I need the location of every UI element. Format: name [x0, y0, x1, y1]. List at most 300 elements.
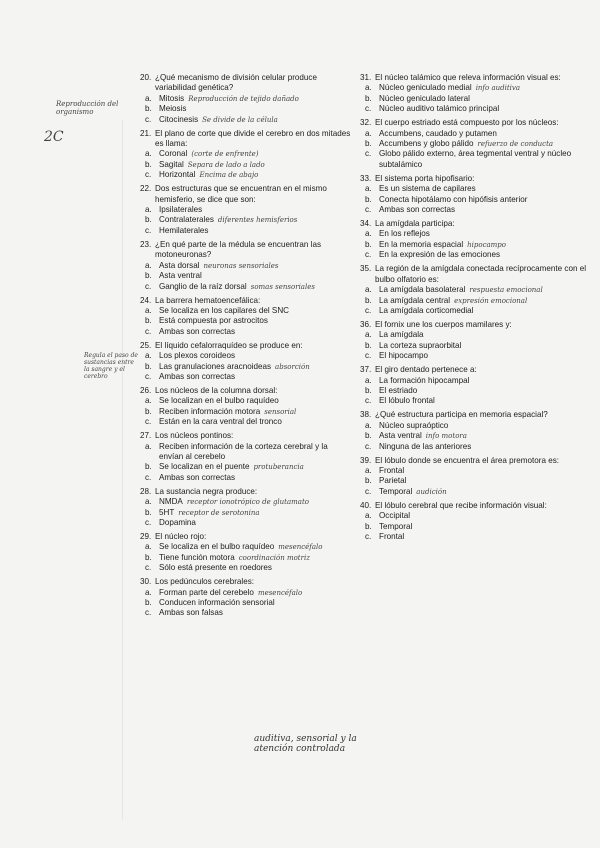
option-letter: c. — [365, 441, 372, 451]
option-text: En la memoria espacial — [379, 239, 464, 249]
answer-option — [140, 226, 352, 236]
option-text-wrap — [159, 553, 352, 563]
handwritten-annotation: diferentes hemisferios — [217, 216, 298, 225]
question-number: 34. — [360, 219, 372, 229]
option-text-wrap — [379, 466, 588, 476]
option-letter: b. — [365, 340, 372, 350]
option-text-wrap — [159, 316, 352, 326]
option-text: Dopamina — [159, 518, 196, 527]
option-letter: b. — [145, 406, 152, 416]
answer-option — [140, 462, 352, 472]
answer-option — [140, 94, 352, 104]
option-text: Horizontal — [159, 170, 196, 180]
option-text: Asta dorsal — [159, 260, 200, 270]
option-text-wrap — [379, 184, 588, 194]
option-text-wrap — [379, 229, 588, 239]
option-text: La corteza supraorbital — [379, 340, 462, 350]
option-letter: c. — [145, 563, 152, 573]
handwritten-annotation: coordinación motriz — [238, 553, 310, 562]
question-stem — [140, 184, 352, 205]
handwritten-annotation: mesencéfalo — [257, 588, 303, 597]
option-text-wrap — [159, 563, 352, 573]
option-text-wrap — [379, 386, 588, 396]
margin-note-q24: Regula el paso de sustancias entre la sangre y el cerebro — [84, 352, 138, 380]
option-text-wrap — [379, 205, 588, 215]
option-letter: b. — [145, 159, 152, 169]
answer-option — [360, 229, 588, 239]
question-text: ¿En qué parte de la médula se encuentran las motoneuronas? — [155, 239, 322, 260]
question-stem — [140, 386, 352, 396]
option-text: La amígdala corticomedial — [379, 305, 474, 315]
option-text-wrap — [159, 271, 352, 281]
option-text: Ambas son correctas — [379, 205, 456, 215]
option-text-wrap — [159, 327, 352, 337]
question-number: 29. — [140, 532, 152, 541]
option-text: Están en la cara ventral del tronco — [159, 417, 282, 427]
option-text-wrap — [159, 442, 352, 463]
option-letter: a. — [145, 93, 152, 103]
answer-option — [360, 396, 588, 406]
question-text: La barrera hematoencefálica: — [155, 295, 261, 305]
answer-option — [360, 184, 588, 194]
question-32 — [360, 118, 588, 170]
option-letter: a. — [145, 149, 152, 159]
option-letter: a. — [365, 465, 372, 475]
option-text-wrap — [379, 306, 588, 316]
option-letter: a. — [365, 229, 372, 239]
option-text-wrap — [159, 508, 352, 518]
question-stem — [360, 264, 588, 285]
handwritten-annotation: info motora — [425, 432, 467, 441]
option-letter: c. — [365, 104, 372, 114]
answer-option — [140, 473, 352, 483]
option-letter: c. — [365, 532, 372, 541]
handwritten-annotation: neuronas sensoriales — [203, 261, 279, 270]
option-letter: c. — [145, 225, 152, 235]
answer-option — [140, 261, 352, 271]
option-text-wrap — [379, 522, 588, 532]
option-text: En los reflejos — [379, 229, 430, 239]
answer-option — [140, 316, 352, 326]
question-text: El líquido cefalorraquídeo se produce en: — [155, 340, 303, 350]
answer-option — [140, 372, 352, 382]
handwritten-annotation: respuesta emocional — [469, 286, 543, 295]
option-text-wrap — [159, 372, 352, 382]
option-letter: c. — [145, 417, 152, 427]
option-letter: b. — [145, 104, 152, 114]
answer-option — [140, 282, 352, 292]
answer-option — [140, 598, 352, 608]
option-text-wrap — [159, 215, 352, 225]
question-number: 24. — [140, 295, 152, 305]
option-letter: c. — [145, 326, 152, 336]
option-text-wrap — [159, 115, 352, 125]
option-letter: a. — [365, 128, 372, 138]
option-text: El lóbulo frontal — [379, 396, 435, 406]
question-text: El núcleo talámico que releva información visual es: — [375, 73, 561, 82]
option-text-wrap — [159, 588, 352, 598]
answer-option — [360, 250, 588, 260]
handwritten-annotation: sensorial — [264, 407, 297, 416]
answer-option — [140, 104, 352, 114]
option-text: Asta ventral — [379, 431, 422, 441]
question-number: 28. — [140, 486, 152, 496]
question-stem — [360, 219, 588, 229]
answer-option — [140, 327, 352, 337]
option-text: Tiene función motora — [159, 552, 235, 562]
scan-artifact — [122, 120, 123, 820]
option-letter: a. — [365, 375, 372, 385]
option-text: El hipocampo — [379, 351, 429, 361]
option-text: Sólo está presente en roedores — [159, 563, 272, 573]
option-text-wrap — [159, 462, 352, 472]
question-stem — [140, 240, 352, 261]
option-letter: a. — [145, 351, 152, 361]
answer-option — [140, 407, 352, 417]
option-text: Coronal — [159, 149, 188, 159]
answer-option — [140, 306, 352, 316]
option-text: Occipital — [379, 511, 411, 521]
answer-option — [360, 476, 588, 486]
option-text-wrap — [159, 362, 352, 372]
option-text-wrap — [379, 431, 588, 441]
option-text-wrap — [159, 351, 352, 361]
option-text-wrap — [159, 608, 352, 618]
question-23 — [140, 240, 352, 292]
answer-option — [360, 522, 588, 532]
question-stem — [360, 365, 588, 375]
handwritten-annotation: mesencéfalo — [278, 543, 323, 552]
option-letter: b. — [365, 93, 372, 103]
option-letter: a. — [145, 542, 152, 552]
question-text: Dos estructuras que se encuentran en el mismo hemisferio, se dice que son: — [155, 184, 327, 204]
option-text-wrap — [159, 226, 352, 236]
option-letter: c. — [365, 205, 372, 215]
option-text-wrap — [159, 261, 352, 271]
answer-option — [360, 351, 588, 361]
question-number: 36. — [360, 319, 372, 329]
option-text: La amígdala — [379, 330, 424, 340]
option-text: Frontal — [379, 532, 405, 541]
option-text: Ambas son correctas — [159, 371, 236, 381]
option-text: La amígdala basolateral — [379, 285, 466, 295]
answer-option — [140, 149, 352, 159]
answer-option — [140, 553, 352, 563]
option-letter: a. — [365, 511, 372, 521]
answer-option — [360, 442, 588, 452]
answer-option — [360, 341, 588, 351]
handwritten-annotation: absorción — [275, 362, 310, 371]
answer-option — [360, 296, 588, 306]
option-text: Ganglio de la raíz dorsal — [159, 281, 247, 291]
answer-option — [360, 104, 588, 114]
option-text: Las granulaciones aracnoideas — [159, 361, 272, 371]
option-text: Núcleo geniculado medial — [379, 83, 472, 93]
option-letter: a. — [145, 260, 152, 270]
option-text-wrap — [379, 250, 588, 260]
option-letter: c. — [145, 170, 152, 180]
option-text-wrap — [379, 487, 588, 497]
option-text: Conecta hipotálamo con hipófisis anterior — [379, 194, 528, 204]
answer-option — [360, 466, 588, 476]
option-text: La formación hipocampal — [379, 375, 470, 385]
question-text: Los núcleos pontinos: — [155, 431, 234, 441]
option-letter: c. — [145, 114, 152, 124]
option-text-wrap — [379, 139, 588, 149]
question-stem — [140, 296, 352, 306]
answer-option — [360, 83, 588, 93]
question-stem — [360, 456, 588, 466]
handwritten-annotation: receptor de serotonina — [178, 508, 260, 517]
question-37 — [360, 365, 588, 407]
answer-option — [360, 205, 588, 215]
option-text: Conducen información sensorial — [159, 598, 275, 608]
option-text-wrap — [379, 104, 588, 114]
option-text-wrap — [159, 473, 352, 483]
option-letter: c. — [365, 149, 372, 159]
answer-option — [360, 285, 588, 295]
answer-option — [360, 487, 588, 497]
question-stem — [140, 129, 352, 150]
option-letter: a. — [365, 83, 372, 93]
option-text-wrap — [379, 442, 588, 452]
handwritten-annotation: receptor ionotrópico de glutamato — [186, 498, 310, 507]
option-letter: b. — [365, 139, 372, 149]
option-letter: b. — [365, 476, 372, 486]
answer-option — [360, 149, 588, 170]
option-text-wrap — [159, 518, 352, 528]
option-text: Reciben información de la corteza cerebral y la envían al cerebelo — [159, 441, 328, 461]
option-text: Núcleo supraóptico — [379, 420, 449, 430]
option-text-wrap — [379, 296, 588, 306]
option-text: Mitosis — [159, 93, 185, 103]
answer-option — [140, 588, 352, 598]
answer-option — [140, 215, 352, 225]
option-letter: a. — [145, 497, 152, 507]
handwritten-annotation: info auditiva — [475, 84, 521, 93]
question-stem — [140, 487, 352, 497]
option-text-wrap — [159, 542, 352, 552]
question-25 — [140, 341, 352, 383]
question-text: La sustancia negra produce: — [155, 486, 258, 496]
question-26 — [140, 386, 352, 428]
question-38 — [360, 410, 588, 452]
option-text-wrap — [379, 511, 588, 521]
question-stem — [140, 431, 352, 441]
question-stem — [360, 174, 588, 184]
question-text: El lóbulo cerebral que recibe información visual: — [375, 500, 547, 510]
question-text: Los pedúnculos cerebrales: — [155, 577, 254, 587]
option-letter: c. — [365, 250, 372, 260]
option-text: Ambas son correctas — [159, 326, 236, 336]
answer-option — [360, 421, 588, 431]
option-text: El estriado — [379, 385, 418, 395]
option-text-wrap — [379, 351, 588, 361]
option-letter: c. — [365, 396, 372, 406]
option-letter: b. — [365, 295, 372, 305]
option-text: Ninguna de las anteriores — [379, 441, 472, 451]
question-stem — [140, 341, 352, 351]
option-letter: a. — [145, 205, 152, 215]
question-34 — [360, 219, 588, 261]
question-number: 21. — [140, 128, 152, 138]
answer-option — [140, 417, 352, 427]
option-text-wrap — [379, 396, 588, 406]
option-text-wrap — [379, 94, 588, 104]
option-text: Citocinesis — [159, 114, 199, 124]
answer-option — [140, 542, 352, 552]
answer-option — [140, 170, 352, 180]
option-text: La amígdala central — [379, 295, 451, 305]
option-text-wrap — [379, 285, 588, 295]
handwritten-annotation: Encima de abajo — [199, 171, 259, 180]
question-number: 38. — [360, 410, 372, 420]
option-text: Forman parte del cerebelo — [159, 587, 254, 597]
option-text: Ambas son correctas — [159, 472, 236, 482]
option-letter: b. — [145, 598, 152, 608]
option-text: Es un sistema de capilares — [379, 184, 476, 194]
option-letter: a. — [365, 330, 372, 340]
option-letter: b. — [365, 521, 372, 531]
handwritten-annotation: expresión emocional — [454, 296, 528, 305]
option-text-wrap — [159, 396, 352, 406]
option-text: Accumbens y globo pálido — [379, 139, 474, 149]
option-text-wrap — [379, 149, 588, 170]
answer-option — [140, 508, 352, 518]
option-text: Parietal — [379, 476, 407, 486]
option-text-wrap — [159, 94, 352, 104]
option-letter: b. — [365, 431, 372, 441]
answer-option — [140, 271, 352, 281]
answer-option — [140, 160, 352, 170]
option-text: Se localiza en el bulbo raquídeo — [159, 542, 275, 552]
answer-option — [360, 195, 588, 205]
question-21 — [140, 129, 352, 181]
question-33 — [360, 174, 588, 216]
option-text-wrap — [159, 417, 352, 427]
question-39 — [360, 456, 588, 498]
option-text: Sagital — [159, 159, 184, 169]
option-text: Hemilaterales — [159, 225, 209, 235]
handwritten-annotation: protuberancia — [253, 463, 304, 472]
option-text: Meiosis — [159, 104, 187, 114]
option-text: Globo pálido externo, área tegmental ventral y núcleo subtalámico — [379, 149, 572, 169]
question-number: 33. — [360, 173, 372, 183]
answer-option — [140, 442, 352, 463]
answer-option — [140, 518, 352, 528]
answer-option — [360, 386, 588, 396]
answer-option — [140, 115, 352, 125]
answer-option — [360, 431, 588, 441]
answer-option — [140, 205, 352, 215]
question-stem — [360, 501, 588, 511]
option-text-wrap — [159, 160, 352, 170]
question-27 — [140, 431, 352, 483]
margin-score: 2C — [44, 129, 64, 145]
question-text: ¿Qué estructura participa en memoria espacial? — [375, 410, 548, 420]
handwritten-annotation: hipocampo — [467, 240, 506, 249]
option-text: En la expresión de las emociones — [379, 250, 501, 260]
question-text: La amígdala participa: — [375, 219, 455, 229]
option-text-wrap — [159, 598, 352, 608]
question-stem — [360, 118, 588, 128]
answer-option — [360, 511, 588, 521]
question-number: 22. — [140, 184, 152, 194]
option-text: Núcleo auditivo talámico principal — [379, 104, 500, 114]
option-text: Accumbens, caudado y putamen — [379, 128, 497, 138]
option-text: Los plexos coroideos — [159, 351, 236, 361]
option-letter: b. — [145, 462, 152, 472]
answer-option — [360, 129, 588, 139]
answer-option — [360, 139, 588, 149]
question-text: La región de la amígdala conectada recíprocamente con el bulbo olfatorio es: — [375, 264, 587, 284]
answer-option — [360, 330, 588, 340]
option-letter: b. — [365, 385, 372, 395]
question-number: 40. — [360, 500, 372, 510]
question-number: 35. — [360, 264, 372, 274]
question-stem — [140, 577, 352, 587]
option-text: Se localiza en los capilares del SNC — [159, 305, 290, 315]
left-column — [140, 73, 352, 622]
option-text: Ipsilaterales — [159, 205, 203, 215]
option-text-wrap — [379, 421, 588, 431]
question-text: El fornix une los cuerpos mamilares y: — [375, 319, 512, 329]
option-text-wrap — [159, 497, 352, 507]
question-number: 30. — [140, 577, 152, 587]
option-letter: c. — [145, 371, 152, 381]
answer-option — [360, 306, 588, 316]
option-letter: b. — [365, 194, 372, 204]
question-text: El plano de corte que divide el cerebro en dos mitades es llama: — [155, 128, 351, 149]
question-text: El cuerpo estriado está compuesto por los núcleos: — [375, 118, 559, 128]
option-letter: b. — [145, 316, 152, 326]
option-text-wrap — [379, 330, 588, 340]
option-text-wrap — [159, 104, 352, 114]
option-text: Asta ventral — [159, 271, 202, 281]
option-letter: a. — [145, 441, 152, 451]
option-text-wrap — [159, 282, 352, 292]
option-letter: a. — [145, 396, 152, 406]
margin-note-q20: Reproducción del organismo — [56, 100, 119, 116]
option-letter: a. — [145, 587, 152, 597]
option-text: Está compuesta por astrocitos — [159, 316, 268, 326]
answer-option — [360, 240, 588, 250]
option-text-wrap — [379, 532, 588, 542]
question-stem — [140, 532, 352, 542]
question-29 — [140, 532, 352, 574]
option-text: 5HT — [159, 507, 175, 517]
option-text: Temporal — [379, 521, 413, 531]
option-text: Contralaterales — [159, 215, 214, 225]
right-column — [360, 73, 588, 546]
question-number: 27. — [140, 431, 152, 441]
question-28 — [140, 487, 352, 529]
option-letter: c. — [145, 518, 152, 527]
answer-option — [360, 532, 588, 542]
question-number: 31. — [360, 73, 372, 82]
option-text: Temporal — [379, 486, 413, 496]
handwritten-annotation: Se divide de la célula — [202, 115, 278, 124]
option-letter: c. — [145, 281, 152, 291]
question-22 — [140, 184, 352, 236]
question-40 — [360, 501, 588, 543]
question-stem — [360, 320, 588, 330]
option-text: Se localizan en el bulbo raquídeo — [159, 396, 279, 406]
option-letter: c. — [365, 351, 372, 361]
option-text: Frontal — [379, 465, 405, 475]
question-number: 39. — [360, 455, 372, 465]
option-text-wrap — [379, 129, 588, 139]
